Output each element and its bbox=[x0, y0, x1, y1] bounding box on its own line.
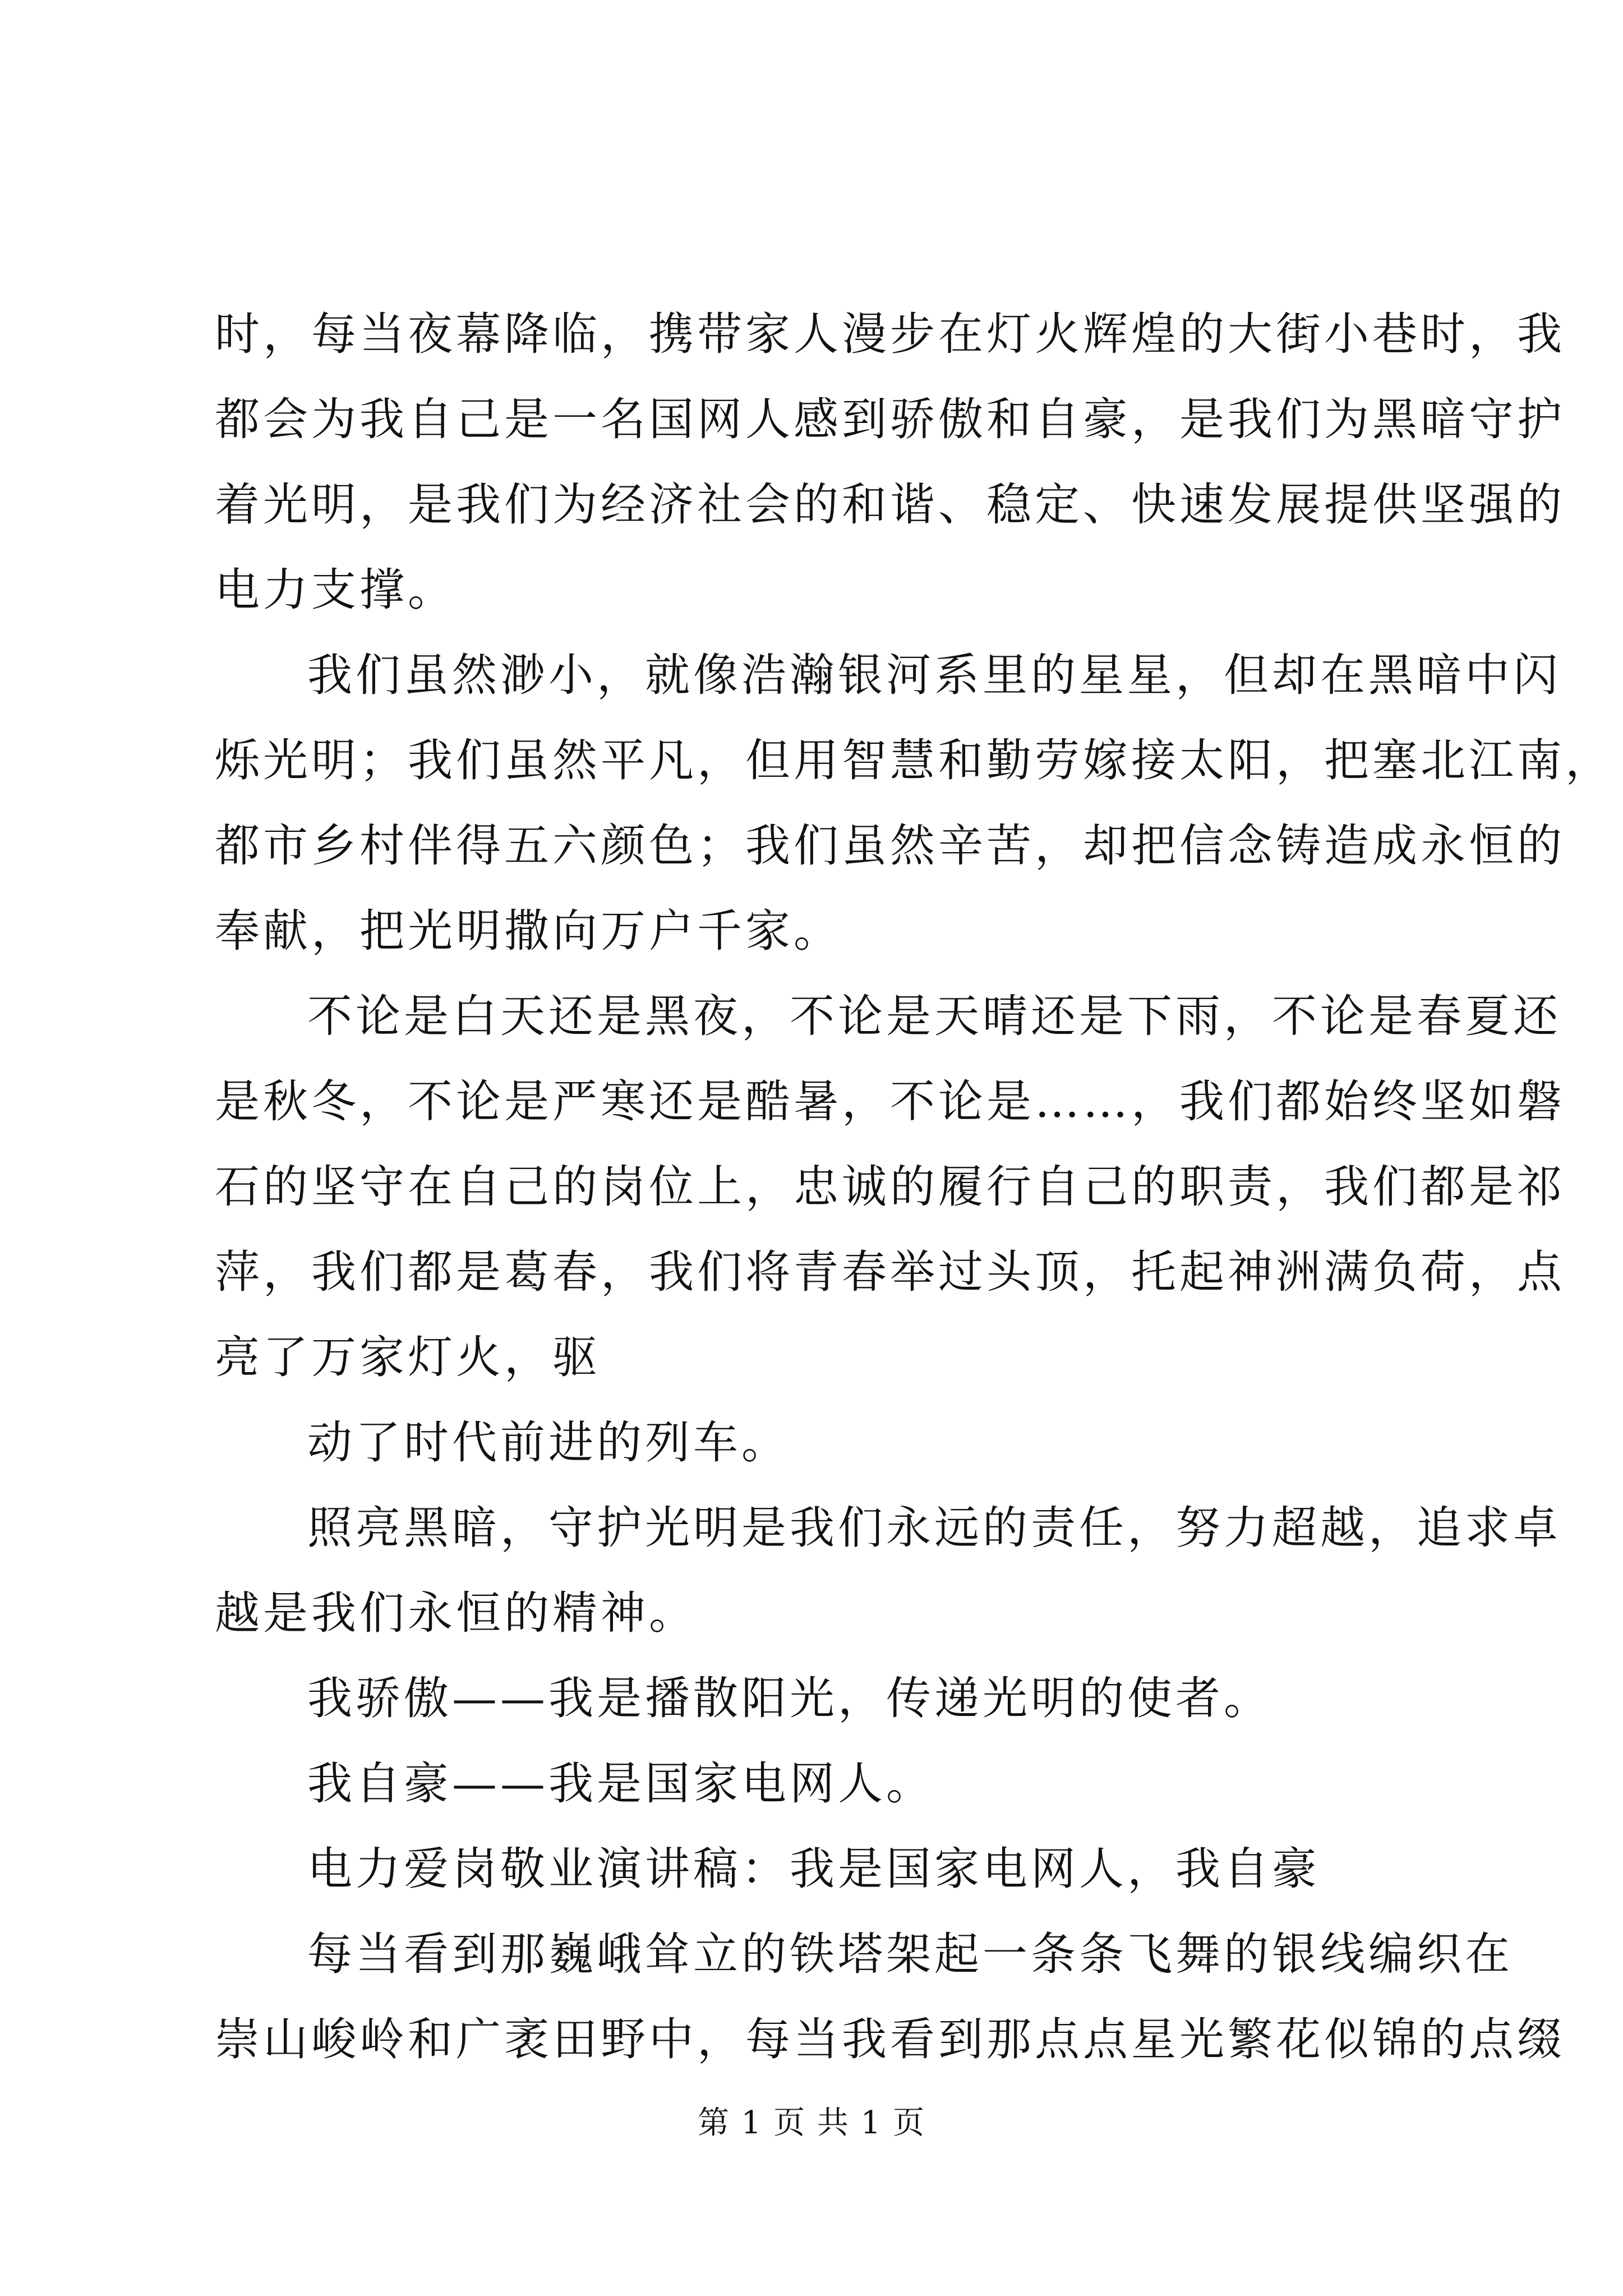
text-line: 石的坚守在自己的岗位上，忠诚的履行自己的职责，我们都是祁 bbox=[215, 1161, 1565, 1213]
text-line: 着光明，是我们为经济社会的和谐、稳定、快速发展提供坚强的 bbox=[215, 478, 1565, 531]
text-line: 我骄傲——我是播散阳光，传递光明的使者。 bbox=[307, 1672, 1272, 1724]
text-line: 每当看到那巍峨耸立的铁塔架起一条条飞舞的银线编织在 bbox=[307, 1928, 1513, 1980]
text-line: 越是我们永恒的精神。 bbox=[215, 1587, 697, 1639]
text-line: 电力爱岗敬业演讲稿：我是国家电网人，我自豪 bbox=[307, 1843, 1320, 1895]
text-line: 时，每当夜幕降临，携带家人漫步在灯火辉煌的大街小巷时，我 bbox=[215, 308, 1565, 360]
page-footer: 第 1 页 共 1 页 bbox=[697, 2105, 926, 2141]
text-line: 萍，我们都是葛春，我们将青春举过头顶，托起神洲满负荷，点 bbox=[215, 1246, 1565, 1298]
text-line: 照亮黑暗，守护光明是我们永远的责任，努力超越，追求卓 bbox=[307, 1502, 1561, 1554]
text-line: 奉献，把光明撒向万户千家。 bbox=[215, 905, 842, 957]
text-line: 是秋冬，不论是严寒还是酷暑，不论是……，我们都始终坚如磐 bbox=[215, 1075, 1565, 1128]
text-line: 都会为我自己是一名国网人感到骄傲和自豪，是我们为黑暗守护 bbox=[215, 393, 1565, 445]
text-line: 亮了万家灯火，驱 bbox=[215, 1331, 601, 1383]
text-line: 烁光明；我们虽然平凡，但用智慧和勤劳嫁接太阳，把塞北江南， bbox=[215, 734, 1613, 786]
text-line: 崇山峻岭和广袤田野中，每当我看到那点点星光繁花似锦的点缀 bbox=[215, 2013, 1565, 2065]
text-line: 都市乡村伴得五六颜色；我们虽然辛苦，却把信念铸造成永恒的 bbox=[215, 820, 1565, 872]
text-line: 不论是白天还是黑夜，不论是天晴还是下雨，不论是春夏还 bbox=[307, 990, 1561, 1042]
document-body bbox=[215, 292, 1613, 2082]
text-line: 我自豪——我是国家电网人。 bbox=[307, 1757, 934, 1810]
text-line: 电力支撑。 bbox=[215, 564, 456, 616]
text-line: 动了时代前进的列车。 bbox=[307, 1416, 790, 1469]
text-line: 我们虽然渺小，就像浩瀚银河系里的星星，但却在黑暗中闪 bbox=[307, 649, 1561, 701]
